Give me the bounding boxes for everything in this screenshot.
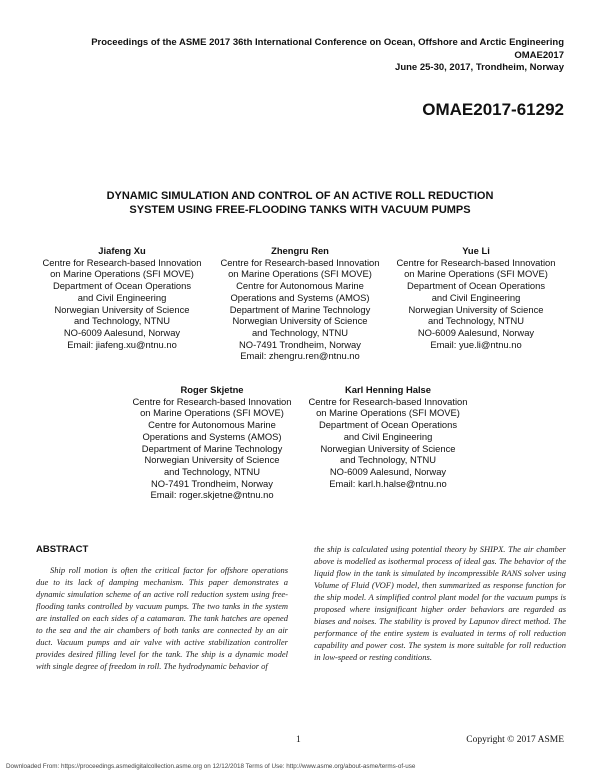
- author-line: Norwegian University of Science: [144, 454, 280, 466]
- proceedings-header: [91, 37, 564, 75]
- author-line: and Technology, NTNU: [427, 315, 525, 327]
- author-line: Department of Marine Technology: [141, 442, 283, 454]
- author-line: NO-6009 Aalesund, Norway: [63, 326, 181, 338]
- author-line: Centre for Research-based Innovation: [42, 256, 202, 268]
- author-name: Roger Skjetne: [180, 384, 244, 395]
- author-line: and Technology, NTNU: [73, 315, 171, 327]
- author-line: NO-6009 Aalesund, Norway: [329, 465, 447, 477]
- abstract-heading: ABSTRACT: [36, 544, 89, 555]
- author-line: and Civil Engineering: [343, 430, 433, 442]
- author-block: [36, 245, 208, 350]
- author-line: Centre for Autonomous Marine: [236, 280, 364, 292]
- title-line-2: SYSTEM USING FREE-FLOODING TANKS WITH VACUUM PUMPS: [129, 204, 471, 216]
- author-line: NO-7491 Trondheim, Norway: [151, 477, 273, 489]
- download-notice: Downloaded From: https://proceedings.asmedigitalcollection.asme.org on 12/12/2018 Terms of Use: http://www.asme.org/about-asme/terms-of-use: [6, 763, 416, 770]
- author-line: Norwegian University of Science: [232, 315, 368, 327]
- copyright: Copyright © 2017 ASME: [466, 735, 564, 745]
- author-line: Centre for Research-based Innovation: [396, 256, 556, 268]
- proceedings-line: Proceedings of the ASME 2017 36th International Conference on Ocean, Offshore and Arctic Engineering: [91, 37, 564, 48]
- author-line: and Civil Engineering: [431, 291, 521, 303]
- author-line: Operations and Systems (AMOS): [230, 291, 370, 303]
- paper-id: OMAE2017-61292: [422, 100, 564, 119]
- author-line: Department of Marine Technology: [229, 303, 371, 315]
- author-line: and Technology, NTNU: [251, 326, 349, 338]
- author-block: [126, 384, 298, 501]
- author-line: and Technology, NTNU: [163, 465, 261, 477]
- author-email: Email: jiafeng.xu@ntnu.no: [67, 338, 177, 350]
- author-name: Zhengru Ren: [271, 245, 329, 256]
- author-line: Centre for Research-based Innovation: [220, 256, 380, 268]
- author-block: [214, 245, 386, 362]
- author-line: Department of Ocean Operations: [52, 280, 192, 292]
- title-line-1: DYNAMIC SIMULATION AND CONTROL OF AN ACTIVE ROLL REDUCTION: [106, 190, 494, 202]
- author-block: [390, 245, 562, 350]
- author-email: Email: karl.h.halse@ntnu.no: [329, 477, 447, 489]
- author-line: Norwegian University of Science: [408, 303, 544, 315]
- author-line: Department of Ocean Operations: [406, 280, 546, 292]
- author-block: [302, 384, 474, 489]
- author-line: Centre for Research-based Innovation: [132, 395, 292, 407]
- author-line: Centre for Autonomous Marine: [148, 419, 276, 431]
- abstract-right-column: [314, 543, 566, 663]
- conference-short: OMAE2017: [514, 49, 564, 61]
- author-line: on Marine Operations (SFI MOVE): [140, 407, 284, 419]
- author-name: Jiafeng Xu: [98, 245, 146, 256]
- author-line: on Marine Operations (SFI MOVE): [50, 268, 194, 280]
- author-email: Email: zhengru.ren@ntnu.no: [240, 350, 360, 362]
- author-email: Email: yue.li@ntnu.no: [430, 338, 522, 350]
- author-name: Karl Henning Halse: [345, 384, 431, 395]
- author-line: Norwegian University of Science: [54, 303, 190, 315]
- author-line: NO-6009 Aalesund, Norway: [417, 326, 535, 338]
- paper-title: [40, 189, 560, 217]
- author-line: NO-7491 Trondheim, Norway: [239, 338, 361, 350]
- author-line: Department of Ocean Operations: [318, 419, 458, 431]
- author-line: Centre for Research-based Innovation: [308, 395, 468, 407]
- author-email: Email: roger.skjetne@ntnu.no: [150, 489, 274, 501]
- author-line: on Marine Operations (SFI MOVE): [404, 268, 548, 280]
- abstract-text-left: Ship roll motion is often the critical factor for offshore operations due to its lack of damping mechanism. This paper demonstrates a dynamic simulation scheme of an active roll reduction system using free-flooding tanks controlled by vacuum pumps. The two tanks in the system are installed on each sides of a catamaran. The tank hatches are opened to the sea and the air chambers of both tanks are connected by an air duct. Vacuum pumps and air valve with active stabilization controller provides desired filling level for the tank. The ship is a dynamic model with single degree of freedom in roll. The hydrodynamic behavior of: [36, 565, 288, 671]
- author-line: and Technology, NTNU: [339, 454, 437, 466]
- abstract-text-right: the ship is calculated using potential theory by SHIPX. The air chamber above is modelled as isothermal process of ideal gas. The behavior of the liquid flow in the tank is simulated by incompressible RANS solver using Volume of Fluid (VOF) model, then summarized as response function for the ship model. A simplified control plant model for the vacuum pumps is proposed where insignificant higher order behaviors are regarded as biases and noises. The stability is proved by Lapunov direct method. The performance of the entire system is evaluated in terms of roll reduction capability and power cost. The system is more suitable for roll reduction in low-speed or resting conditions.: [314, 544, 566, 662]
- abstract-left-column: [36, 564, 288, 672]
- author-line: and Civil Engineering: [77, 291, 167, 303]
- author-name: Yue Li: [462, 245, 490, 256]
- author-line: on Marine Operations (SFI MOVE): [228, 268, 372, 280]
- author-line: on Marine Operations (SFI MOVE): [316, 407, 460, 419]
- author-line: Norwegian University of Science: [320, 442, 456, 454]
- dates-location: June 25-30, 2017, Trondheim, Norway: [395, 62, 564, 73]
- author-line: Operations and Systems (AMOS): [142, 430, 282, 442]
- page-number: 1: [296, 735, 301, 745]
